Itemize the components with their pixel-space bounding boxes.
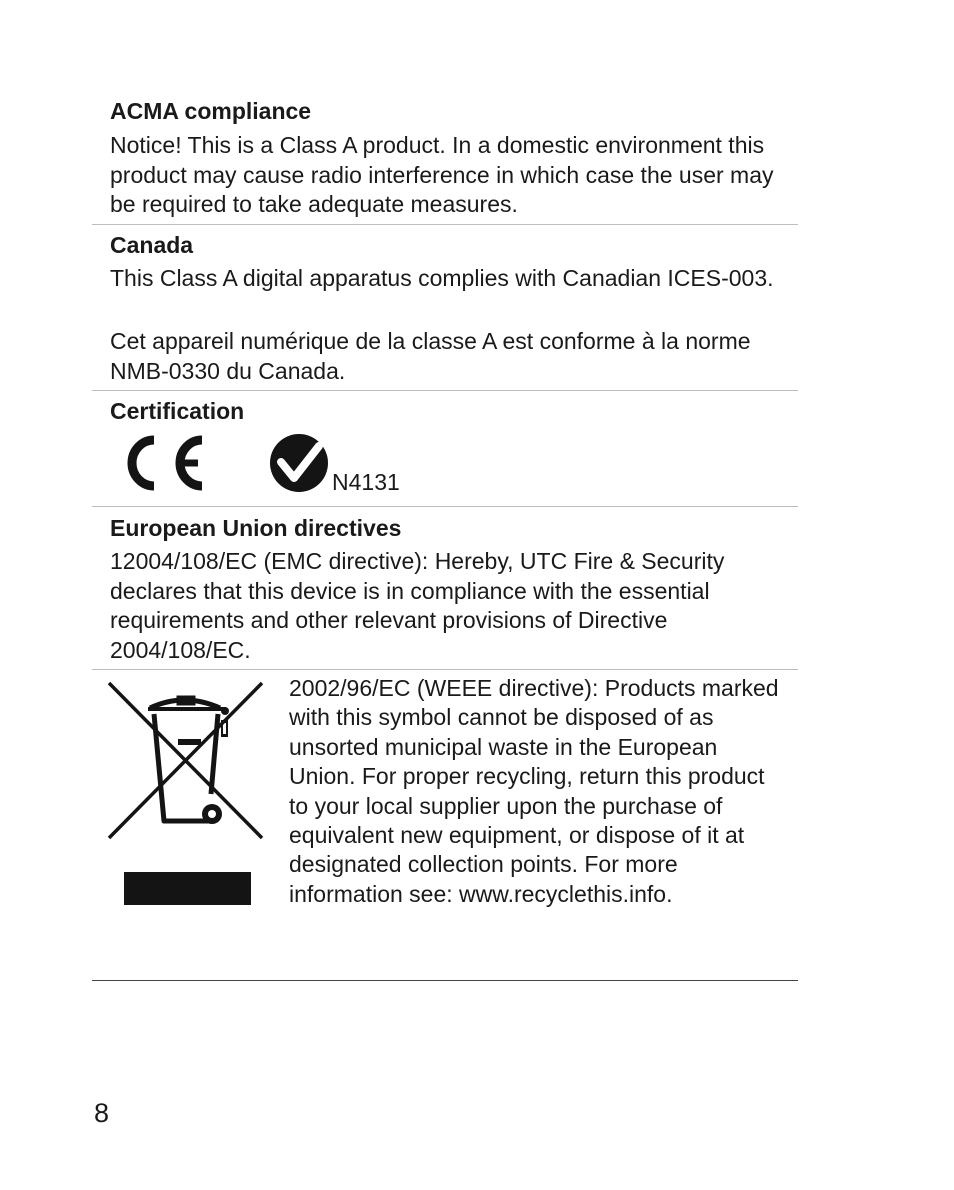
certification-heading: Certification [110, 398, 245, 424]
ce-mark-icon [114, 432, 206, 494]
section-divider [92, 506, 798, 507]
section-divider [92, 224, 798, 225]
canada-french-text: Cet appareil numérique de la classe A est conforme à la norme NMB-0330 du Canada. [110, 328, 751, 384]
eu-directives-heading: European Union directives [110, 515, 402, 541]
acma-notice-text: Notice! This is a Class A product. In a domestic environment this product may cause radio interference in which case the user may be required to take adequate measures. [110, 132, 774, 217]
weee-solid-bar [124, 872, 251, 905]
page-bottom-rule [92, 980, 798, 981]
page-number: 8 [94, 1098, 110, 1128]
crossed-out-wheelie-bin-icon [104, 678, 268, 846]
acma-heading: ACMA compliance [110, 98, 312, 124]
weee-directive-text: 2002/96/EC (WEEE directive): Products marked with this symbol cannot be disposed of as unsorted municipal waste in the European Union. For proper recycling, return this product to your local supplier upon the purchase of equivalent new equipment, or dispose of it at designated collection points. For more information see: www.recyclethis.info. [289, 675, 779, 907]
section-divider [92, 390, 798, 391]
canada-heading: Canada [110, 232, 194, 258]
certification-marks [110, 432, 510, 498]
c-tick-mark-icon [268, 432, 330, 494]
section-divider [92, 669, 798, 670]
c-tick-supplier-code: N4131 [332, 469, 400, 495]
emc-directive-text: 12004/108/EC (EMC directive): Hereby, UTC Fire & Security declares that this device is in compliance with the essential requirements and other relevant provisions of Directive 2004/108/EC. [110, 548, 725, 663]
canada-english-text: This Class A digital apparatus complies with Canadian ICES-003. [110, 265, 774, 291]
